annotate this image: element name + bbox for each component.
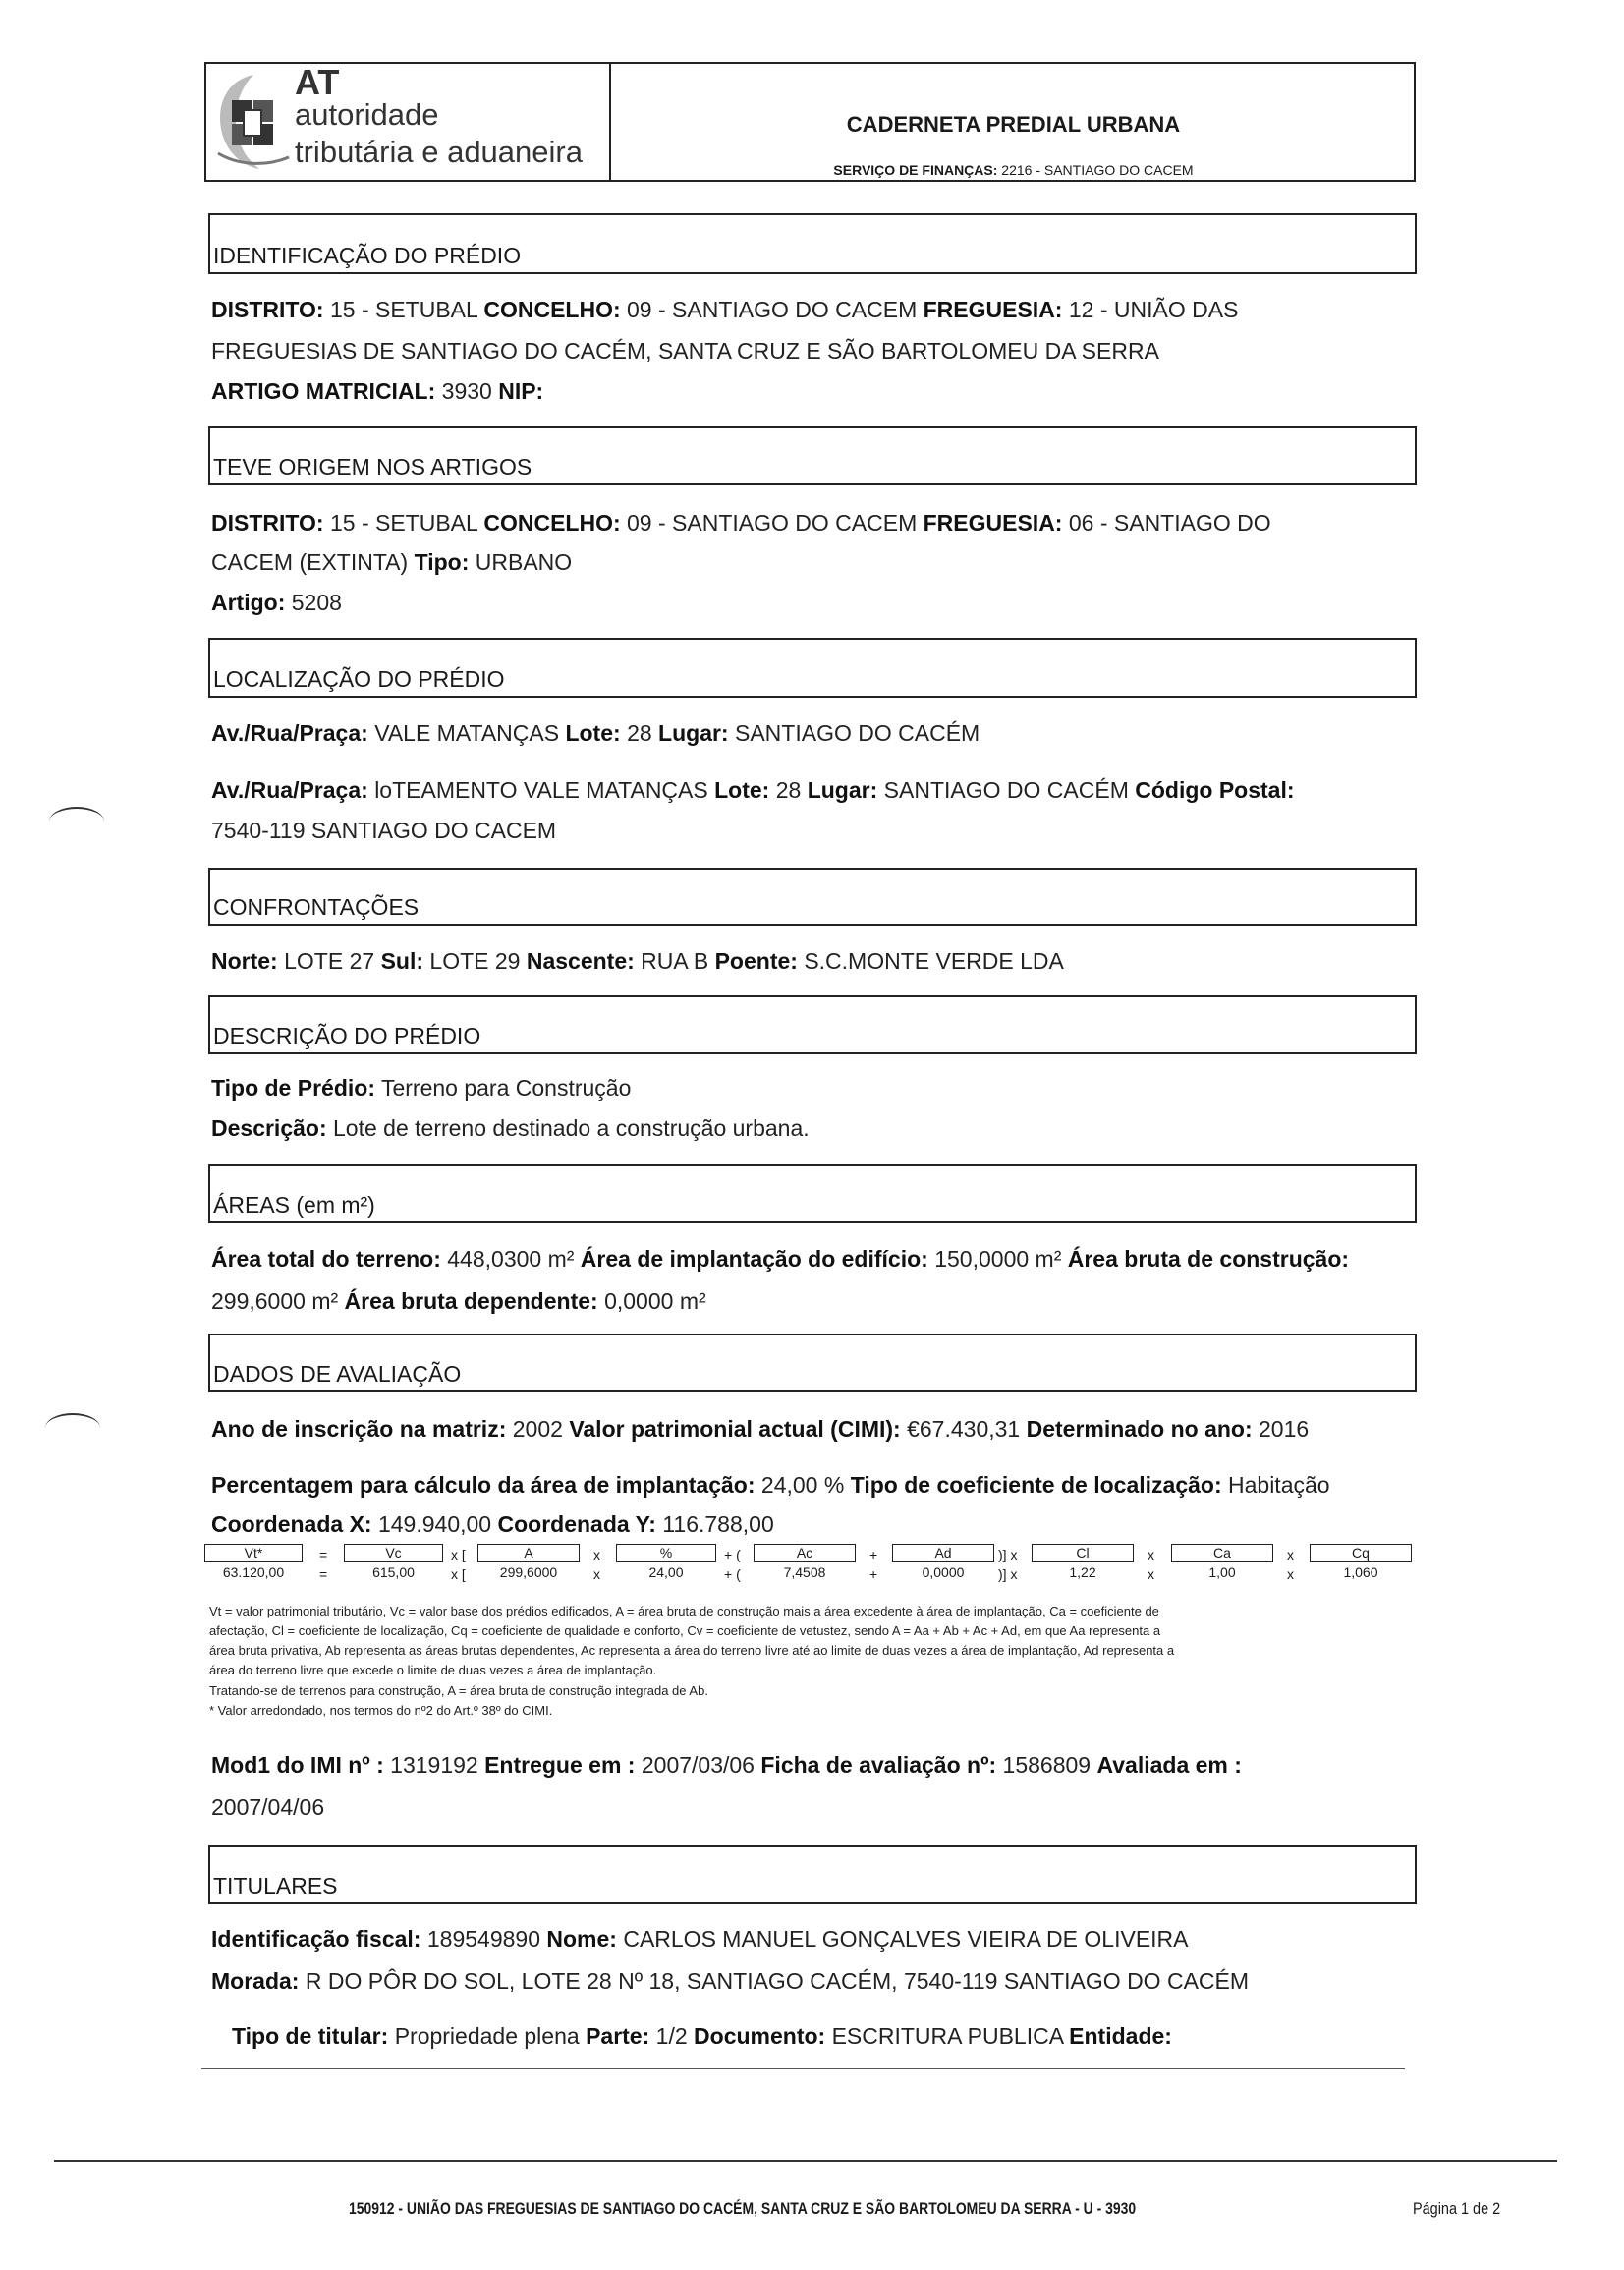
artigo-value: 3930 bbox=[441, 378, 492, 404]
section-titulares: TITULARES bbox=[208, 1845, 1417, 1904]
signature-rule bbox=[201, 2068, 1405, 2069]
logo-autoridade: autoridade bbox=[295, 97, 439, 132]
lugar-value: SANTIAGO DO CACÉM bbox=[735, 720, 980, 746]
formula-eq-2: = bbox=[319, 1566, 328, 1582]
lote-label: Lote: bbox=[565, 720, 621, 746]
coordenada-y-value: 116.788,00 bbox=[662, 1511, 774, 1537]
avaliacao-line-1 bbox=[211, 1415, 1309, 1443]
entregue-value: 2007/03/06 bbox=[641, 1752, 755, 1778]
identificacao-line-1 bbox=[211, 296, 1238, 323]
formula-eq-1: = bbox=[319, 1547, 328, 1562]
formula-x-3: x bbox=[1148, 1547, 1154, 1562]
service-label: SERVIÇO DE FINANÇAS: bbox=[833, 162, 998, 178]
logo-at: AT bbox=[295, 62, 340, 102]
mod1-value: 1319192 bbox=[390, 1752, 478, 1778]
origem-freguesia-continuation: CACEM (EXTINTA) bbox=[211, 549, 409, 575]
morada-value: R DO PÔR DO SOL, LOTE 28 Nº 18, SANTIAGO CACÉM, 7540-119 SANTIAGO DO CACÉM bbox=[305, 1968, 1250, 1994]
freguesia-continuation: FREGUESIAS DE SANTIAGO DO CACÉM, SANTA CRUZ E SÃO BARTOLOMEU DA SERRA bbox=[211, 338, 1159, 364]
parte-label: Parte: bbox=[586, 2023, 650, 2049]
ficha-label: Ficha de avaliação nº: bbox=[760, 1752, 997, 1778]
formula-ca-value: 1,00 bbox=[1208, 1564, 1236, 1580]
tipo-titular-value: Propriedade plena bbox=[394, 2023, 580, 2049]
formula-plus-1: + bbox=[869, 1547, 878, 1562]
origem-freguesia-label: FREGUESIA: bbox=[923, 510, 1063, 536]
mod1-line bbox=[211, 1751, 1242, 1779]
lote-value: 28 bbox=[627, 720, 652, 746]
logo-tributaria: tributária e aduaneira bbox=[295, 135, 583, 169]
artigo-label: ARTIGO MATRICIAL: bbox=[211, 378, 436, 404]
area-dependente-value: 0,0000 m² bbox=[604, 1288, 706, 1314]
formula-close-2: )] x bbox=[998, 1566, 1018, 1582]
formula-x-1: x bbox=[593, 1547, 600, 1562]
valor-patrimonial-label: Valor patrimonial actual (CIMI): bbox=[569, 1416, 901, 1442]
origem-artigo-value: 5208 bbox=[291, 590, 342, 615]
parte-value: 1/2 bbox=[655, 2023, 688, 2049]
concelho-value: 09 - SANTIAGO DO CACEM bbox=[627, 297, 918, 322]
formula-ac-value: 7,4508 bbox=[783, 1564, 826, 1580]
area-total-label: Área total do terreno: bbox=[211, 1246, 441, 1272]
lote2-label: Lote: bbox=[714, 777, 770, 803]
localizacao-line-2 bbox=[211, 776, 1295, 804]
localizacao-line-1 bbox=[211, 719, 980, 747]
origem-line-2 bbox=[211, 548, 572, 576]
poente-label: Poente: bbox=[714, 948, 798, 974]
titular-tipo-line bbox=[232, 2022, 1172, 2050]
section-descricao: DESCRIÇÃO DO PRÉDIO bbox=[208, 995, 1417, 1054]
note-line-4: área do terreno livre que excede o limite de duas vezes a área de implantação. bbox=[209, 1663, 657, 1677]
service-value: 2216 - SANTIAGO DO CACEM bbox=[1001, 162, 1194, 178]
codigo-postal-value: 7540-119 SANTIAGO DO CACEM bbox=[211, 818, 557, 843]
origem-distrito-label: DISTRITO: bbox=[211, 510, 324, 536]
percentagem-value: 24,00 % bbox=[760, 1472, 845, 1498]
coordenada-x-value: 149.940,00 bbox=[377, 1511, 492, 1537]
nome-label: Nome: bbox=[546, 1926, 617, 1952]
nascente-value: RUA B bbox=[641, 948, 709, 974]
formula-a-header: A bbox=[477, 1544, 580, 1562]
formula-x-2: x bbox=[593, 1566, 600, 1582]
formula-xb-1: x [ bbox=[451, 1547, 466, 1562]
punch-hole-mark bbox=[49, 807, 104, 836]
avaliada-value: 2007/04/06 bbox=[211, 1794, 325, 1820]
area-implantacao-label: Área de implantação do edifício: bbox=[580, 1246, 928, 1272]
note-line-1: Vt = valor patrimonial tributário, Vc = valor base dos prédios edificados, A = área bruta de construção mais a área excedente à área de implantação, Ca = coeficiente de bbox=[209, 1604, 1159, 1618]
titular-morada-line bbox=[211, 1967, 1249, 1995]
area-bruta-label: Área bruta de construção: bbox=[1067, 1246, 1350, 1272]
documento-label: Documento: bbox=[694, 2023, 826, 2049]
lugar2-label: Lugar: bbox=[807, 777, 878, 803]
mod1-label: Mod1 do IMI nº : bbox=[211, 1752, 384, 1778]
avaliacao-line-3 bbox=[211, 1510, 774, 1538]
valor-patrimonial-value: €67.430,31 bbox=[907, 1416, 1021, 1442]
note-line-3: área bruta privativa, Ab representa as áreas brutas dependentes, Ac representa a área do terreno livre até ao limite de duas vezes a área de implantação, Ad representa a bbox=[209, 1643, 1175, 1658]
lote2-value: 28 bbox=[775, 777, 802, 803]
tipo-predio-label: Tipo de Prédio: bbox=[211, 1075, 375, 1101]
formula-ad-value: 0,0000 bbox=[922, 1564, 965, 1580]
section-confrontacoes: CONFRONTAÇÕES bbox=[208, 868, 1417, 926]
formula-cq-value: 1,060 bbox=[1343, 1564, 1378, 1580]
origem-concelho-label: CONCELHO: bbox=[483, 510, 621, 536]
poente-value: S.C.MONTE VERDE LDA bbox=[804, 948, 1064, 974]
titular-nif-line bbox=[211, 1925, 1189, 1953]
origem-freguesia-value: 06 - SANTIAGO DO bbox=[1068, 510, 1271, 536]
footer-reference: 150912 - UNIÃO DAS FREGUESIAS DE SANTIAGO DO CACÉM, SANTA CRUZ E SÃO BARTOLOMEU DA SERRA - U - 3930 bbox=[349, 2199, 1137, 2218]
note-line-6: * Valor arredondado, nos termos do nº2 do Art.º 38º do CIMI. bbox=[209, 1703, 553, 1718]
section-identificacao: IDENTIFICAÇÃO DO PRÉDIO bbox=[208, 213, 1417, 274]
ano-inscricao-value: 2002 bbox=[512, 1416, 563, 1442]
rua2-label: Av./Rua/Praça: bbox=[211, 777, 368, 803]
identificacao-line-3 bbox=[211, 377, 543, 405]
freguesia-value: 12 - UNIÃO DAS bbox=[1068, 297, 1239, 322]
descricao-label: Descrição: bbox=[211, 1115, 327, 1141]
confrontacoes-line bbox=[211, 947, 1064, 975]
norte-value: LOTE 27 bbox=[284, 948, 375, 974]
rua-value: VALE MATANÇAS bbox=[374, 720, 560, 746]
formula-cl-header: Cl bbox=[1032, 1544, 1134, 1562]
formula-ac-header: Ac bbox=[754, 1544, 856, 1562]
sul-label: Sul: bbox=[380, 948, 424, 974]
ficha-value: 1586809 bbox=[1002, 1752, 1092, 1778]
documento-value: ESCRITURA PUBLICA bbox=[831, 2023, 1063, 2049]
section-localizacao: LOCALIZAÇÃO DO PRÉDIO bbox=[208, 638, 1417, 698]
concelho-label: CONCELHO: bbox=[483, 297, 621, 322]
formula-vt-header: Vt* bbox=[204, 1544, 303, 1562]
formula-vc-value: 615,00 bbox=[372, 1564, 415, 1580]
descricao-desc-line bbox=[211, 1114, 810, 1142]
tipo-coeficiente-label: Tipo de coeficiente de localização: bbox=[850, 1472, 1222, 1498]
formula-a-value: 299,6000 bbox=[499, 1564, 558, 1580]
sul-value: LOTE 29 bbox=[429, 948, 521, 974]
rua2-value: loTEAMENTO VALE MATANÇAS bbox=[374, 777, 708, 803]
lugar2-value: SANTIAGO DO CACÉM bbox=[883, 777, 1129, 803]
origem-concelho-value: 09 - SANTIAGO DO CACEM bbox=[627, 510, 918, 536]
document-title: CADERNETA PREDIAL URBANA bbox=[846, 112, 1181, 137]
area-total-value: 448,0300 m² bbox=[447, 1246, 575, 1272]
footer-rule bbox=[54, 2160, 1557, 2162]
punch-hole-mark bbox=[45, 1413, 100, 1443]
note-line-5: Tratando-se de terrenos para construção, A = área bruta de construção integrada de Ab. bbox=[209, 1683, 708, 1698]
formula-x-6: x bbox=[1287, 1566, 1294, 1582]
determinado-value: 2016 bbox=[1259, 1416, 1310, 1442]
areas-line-1 bbox=[211, 1245, 1349, 1273]
nif-value: 189549890 bbox=[426, 1926, 540, 1952]
note-line-2: afectação, Cl = coeficiente de localização, Cq = coeficiente de qualidade e conforto, Cv = coeficiente de vetustez, sendo A = Aa + Ab + Ac + Ad, em que Aa representa a bbox=[209, 1623, 1161, 1638]
formula-plusp-2: + ( bbox=[724, 1566, 741, 1582]
nip-label: NIP: bbox=[498, 378, 544, 404]
nome-value: CARLOS MANUEL GONÇALVES VIEIRA DE OLIVEIRA bbox=[623, 1926, 1189, 1952]
determinado-label: Determinado no ano: bbox=[1026, 1416, 1253, 1442]
section-areas: ÁREAS (em m²) bbox=[208, 1164, 1417, 1223]
formula-xb-2: x [ bbox=[451, 1566, 466, 1582]
formula-pct-value: 24,00 bbox=[648, 1564, 684, 1580]
formula-ca-header: Ca bbox=[1171, 1544, 1273, 1562]
formula-vt-value: 63.120,00 bbox=[222, 1564, 285, 1580]
coordenada-x-label: Coordenada X: bbox=[211, 1511, 372, 1537]
origem-tipo-label: Tipo: bbox=[414, 549, 470, 575]
codigo-postal-label: Código Postal: bbox=[1135, 777, 1295, 803]
section-origem: TEVE ORIGEM NOS ARTIGOS bbox=[208, 426, 1417, 485]
formula-cl-value: 1,22 bbox=[1069, 1564, 1096, 1580]
lugar-label: Lugar: bbox=[658, 720, 729, 746]
rua-label: Av./Rua/Praça: bbox=[211, 720, 368, 746]
tipo-titular-label: Tipo de titular: bbox=[232, 2023, 389, 2049]
tipo-predio-value: Terreno para Construção bbox=[380, 1075, 632, 1101]
origem-artigo-label: Artigo: bbox=[211, 590, 286, 615]
section-avaliacao: DADOS DE AVALIAÇÃO bbox=[208, 1334, 1417, 1392]
areas-line-2 bbox=[211, 1287, 706, 1315]
formula-x-4: x bbox=[1148, 1566, 1154, 1582]
formula-ad-header: Ad bbox=[892, 1544, 994, 1562]
freguesia-label: FREGUESIA: bbox=[923, 297, 1063, 322]
entregue-label: Entregue em : bbox=[484, 1752, 636, 1778]
nascente-label: Nascente: bbox=[526, 948, 635, 974]
area-dependente-label: Área bruta dependente: bbox=[344, 1288, 598, 1314]
formula-plus-2: + bbox=[869, 1566, 878, 1582]
avaliada-label: Avaliada em : bbox=[1096, 1752, 1242, 1778]
formula-vc-header: Vc bbox=[344, 1544, 443, 1562]
origem-line-1 bbox=[211, 509, 1271, 537]
nif-label: Identificação fiscal: bbox=[211, 1926, 421, 1952]
service-line bbox=[611, 162, 1416, 178]
distrito-value: 15 - SETUBAL bbox=[329, 297, 477, 322]
page-number: Página 1 de 2 bbox=[1413, 2199, 1501, 2218]
formula-x-5: x bbox=[1287, 1547, 1294, 1562]
at-logo-icon bbox=[214, 71, 293, 173]
formula-cq-header: Cq bbox=[1310, 1544, 1412, 1562]
area-bruta-value: 299,6000 m² bbox=[211, 1288, 339, 1314]
coordenada-y-label: Coordenada Y: bbox=[497, 1511, 656, 1537]
descricao-tipo-line bbox=[211, 1074, 631, 1102]
entidade-label: Entidade: bbox=[1069, 2023, 1172, 2049]
origem-distrito-value: 15 - SETUBAL bbox=[329, 510, 477, 536]
norte-label: Norte: bbox=[211, 948, 278, 974]
area-implantacao-value: 150,0000 m² bbox=[934, 1246, 1062, 1272]
formula-pct-header: % bbox=[616, 1544, 716, 1562]
formula-close-1: )] x bbox=[998, 1547, 1018, 1562]
morada-label: Morada: bbox=[211, 1968, 300, 1994]
descricao-value: Lote de terreno destinado a construção urbana. bbox=[333, 1115, 810, 1141]
formula-plusp-1: + ( bbox=[724, 1547, 741, 1562]
ano-inscricao-label: Ano de inscrição na matriz: bbox=[211, 1416, 507, 1442]
tipo-coeficiente-value: Habitação bbox=[1228, 1472, 1330, 1498]
origem-tipo-value: URBANO bbox=[475, 549, 573, 575]
origem-line-3 bbox=[211, 589, 342, 616]
distrito-label: DISTRITO: bbox=[211, 297, 324, 322]
avaliacao-line-2 bbox=[211, 1471, 1330, 1499]
percentagem-label: Percentagem para cálculo da área de implantação: bbox=[211, 1472, 756, 1498]
